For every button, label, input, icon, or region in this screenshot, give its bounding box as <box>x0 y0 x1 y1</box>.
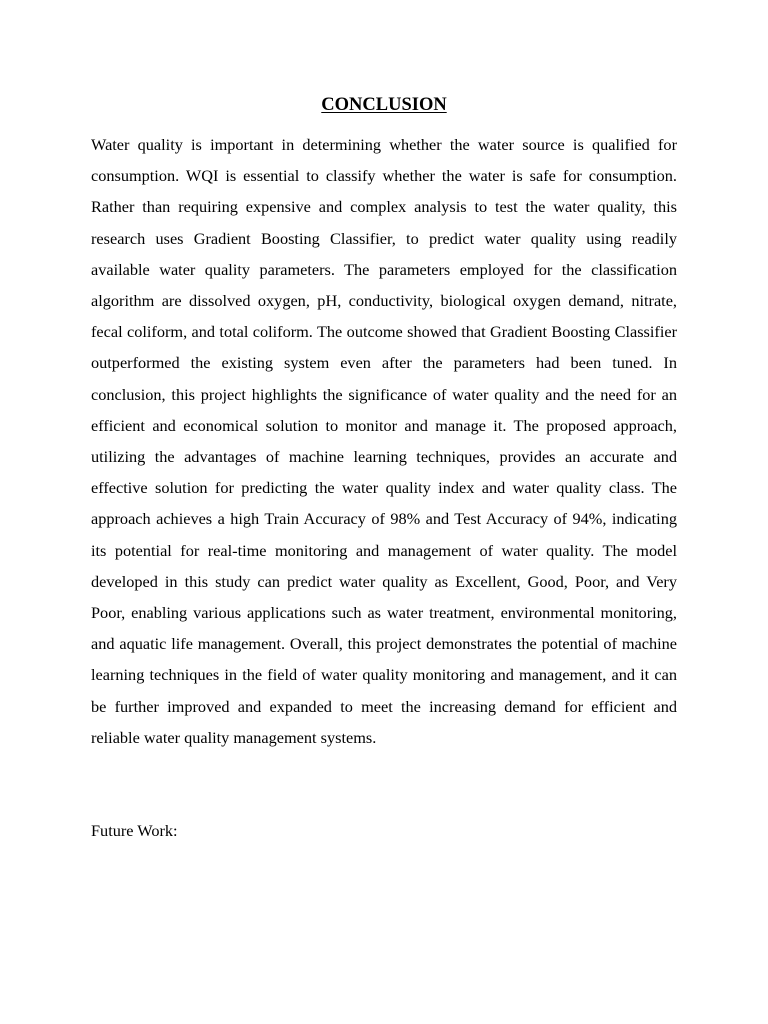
conclusion-paragraph: Water quality is important in determining whether the water source is qualified for consumption. WQI is essential to classify whether the water is safe for consumption. Rather than requiring expensive and complex analysis to test the water quality, this research uses Gradient Boosting Classifier, to predict water quality using readily available water quality parameters. The parameters employed for the classification algorithm are dissolved oxygen, pH, conductivity, biological oxygen demand, nitrate, fecal coliform, and total coliform. The outcome showed that Gradient Boosting Classifier outperformed the existing system even after the parameters had been tuned. In conclusion, this project highlights the significance of water quality and the need for an efficient and economical solution to monitor and manage it. The proposed approach, utilizing the advantages of machine learning techniques, provides an accurate and effective solution for predicting the water quality index and water quality class. The approach achieves a high Train Accuracy of 98% and Test Accuracy of 94%, indicating its potential for real-time monitoring and management of water quality. The model developed in this study can predict water quality as Excellent, Good, Poor, and Very Poor, enabling various applications such as water treatment, environmental monitoring, and aquatic life management. Overall, this project demonstrates the potential of machine learning techniques in the field of water quality monitoring and management, and it can be further improved and expanded to meet the increasing demand for efficient and reliable water quality management systems. <box>91 135 677 747</box>
page-title: CONCLUSION <box>321 95 447 115</box>
future-work-heading: Future Work: <box>91 821 178 840</box>
